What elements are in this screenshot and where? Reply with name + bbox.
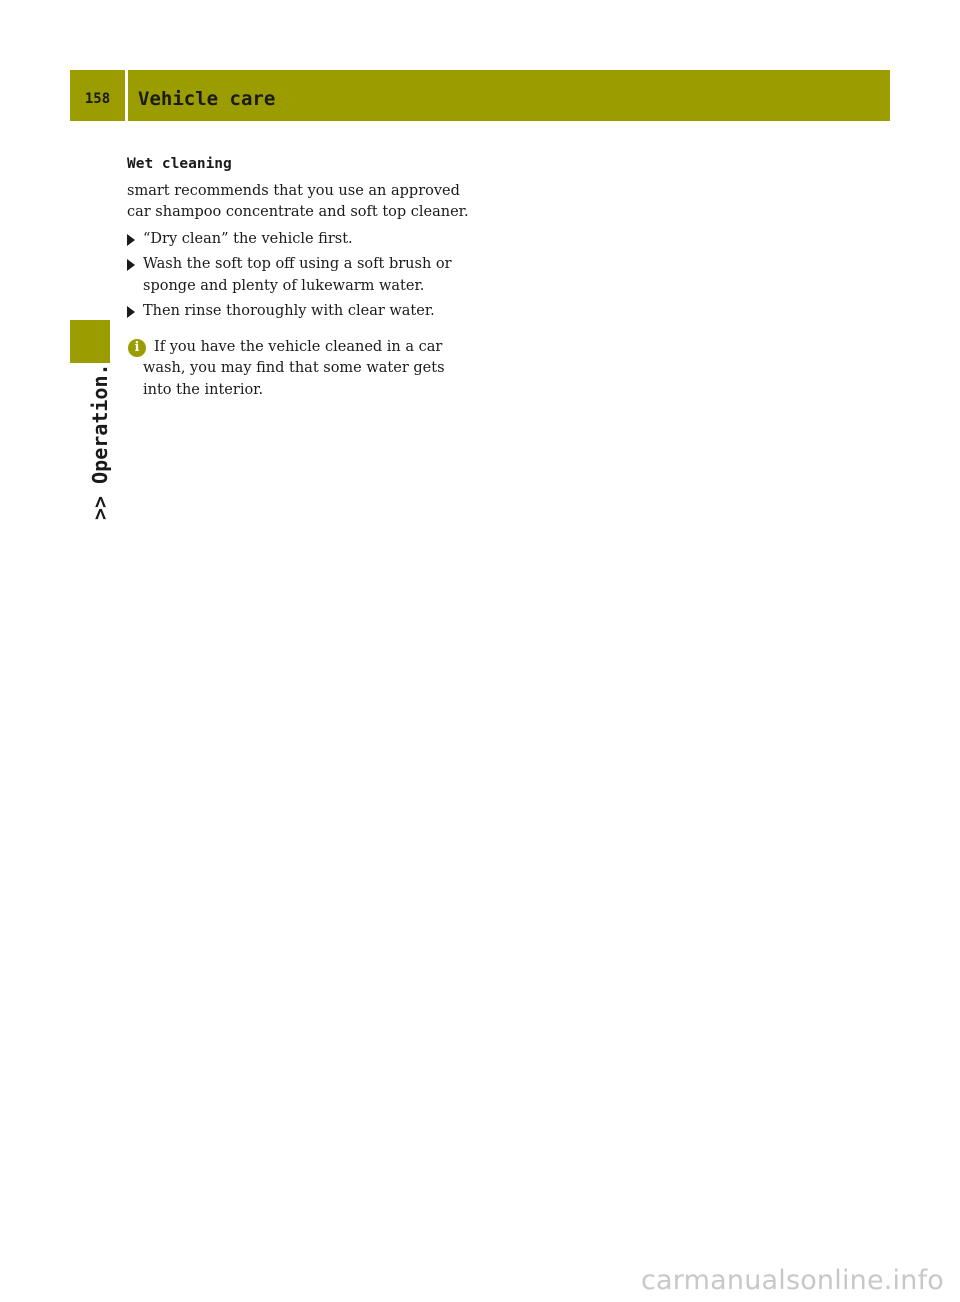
sidebar-section-label: >> Operation. [88,363,112,520]
sidebar-accent-block [70,320,110,363]
instruction-step [127,254,472,297]
main-content [127,154,472,401]
arrow-right-icon [127,259,135,271]
intro-paragraph: smart recommends that you use an approved car shampoo concentrate and soft top cleaner. [127,182,469,220]
note-text: If you have the vehicle cleaned in a car wash, you may find that some water gets into the interior. [143,338,445,398]
info-icon: i [128,339,146,357]
instruction-step [127,301,472,323]
arrow-right-icon [127,234,135,246]
watermark-text: carmanualsonline.info [641,1265,944,1296]
step-text: Then rinse thoroughly with clear water. [143,303,435,319]
instruction-step [127,229,472,251]
section-title: Vehicle care [138,87,276,110]
step-text: Wash the soft top off using a soft brush or sponge and plenty of lukewarm water. [143,256,452,294]
arrow-right-icon [127,306,135,318]
content-heading: Wet cleaning [127,156,232,172]
page-number: 158 [84,90,111,107]
section-header-bar [128,70,890,121]
step-text: “Dry clean” the vehicle first. [143,230,353,247]
page-number-box [70,70,125,121]
info-note [127,337,472,402]
